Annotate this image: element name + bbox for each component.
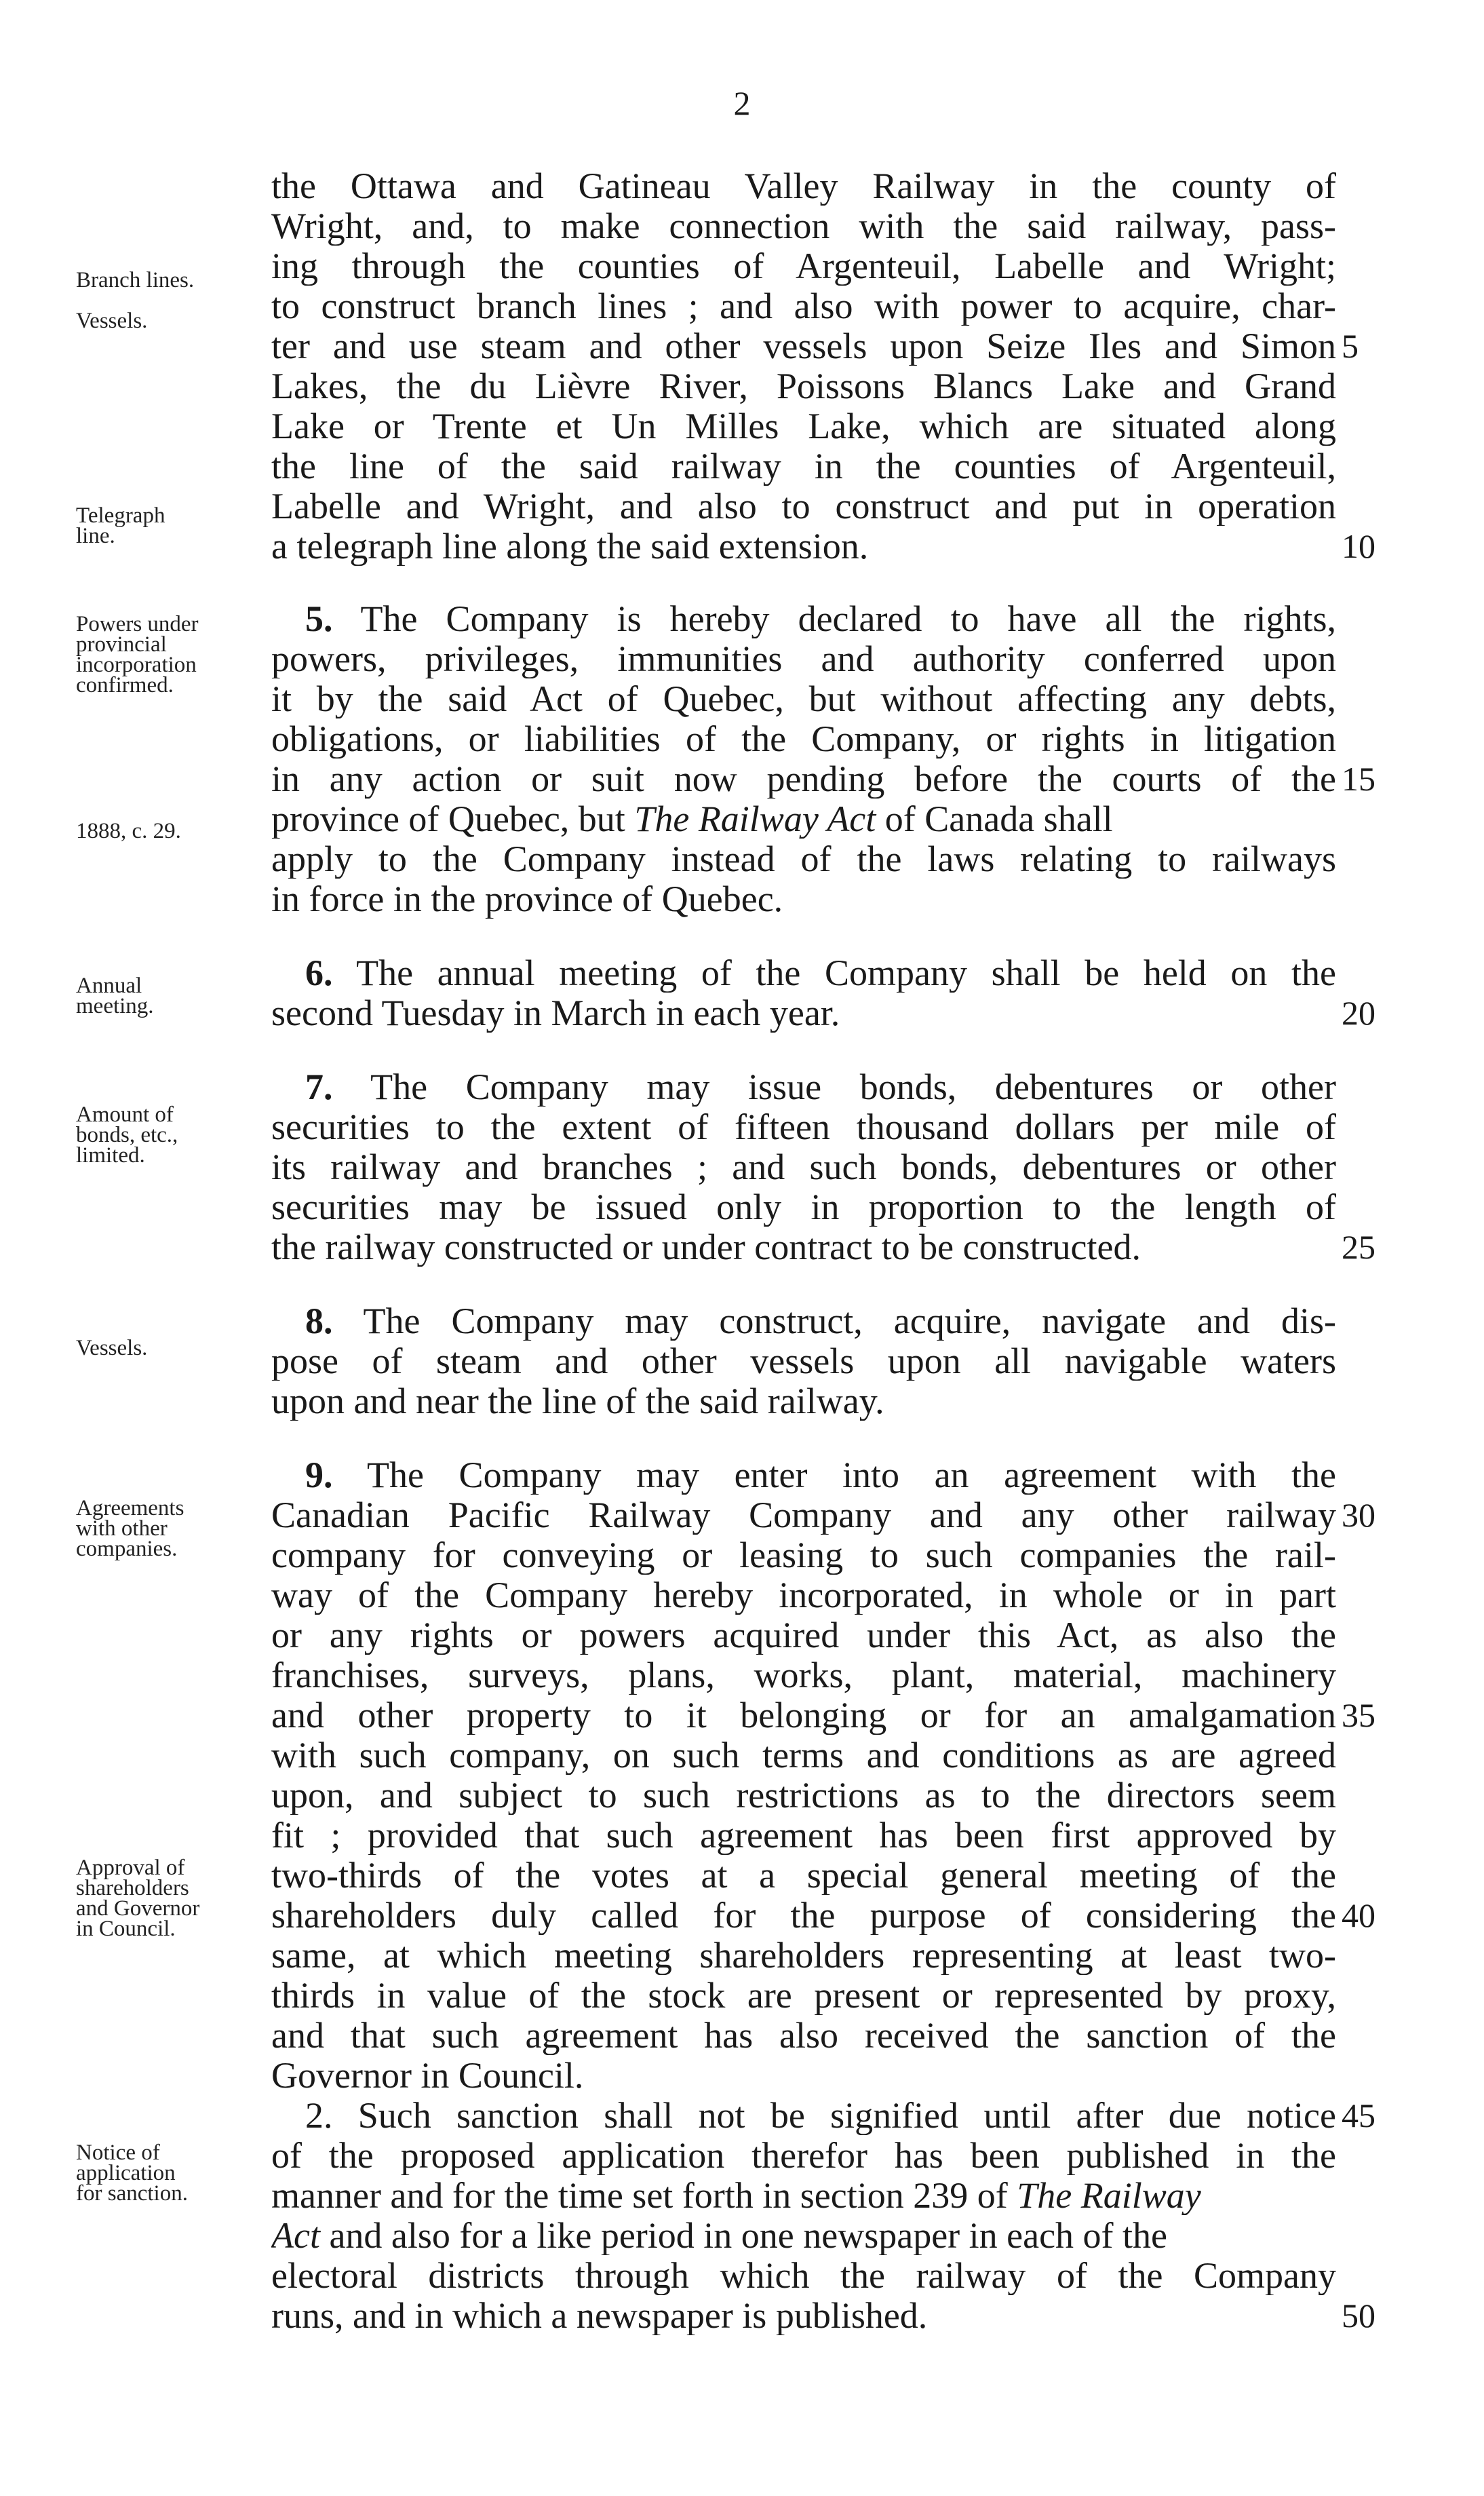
text-line: and that such agreement has also received the sanction of the (271, 2016, 1336, 2055)
margin-note-agreements: Agreements with other companies. (76, 1496, 184, 1561)
margin-note-statute-reference: 1888, c. 29. (76, 819, 181, 843)
text-line: or any rights or powers acquired under this Act, as also the (271, 1615, 1336, 1655)
text-line: Labelle and Wright, and also to construct and put in operation (271, 486, 1336, 526)
act-word: Act (271, 2216, 320, 2255)
text-line: company for conveying or leasing to such companies the rail- (271, 1535, 1336, 1575)
text-line: a telegraph line along the said extension. (271, 526, 869, 566)
text-line: ter and use steam and other vessels upon Seize Iles and Simon (271, 326, 1336, 366)
subsection-2-first-line: 2. Such sanction shall not be signified until after due notice (305, 2096, 1336, 2135)
text-line: the line of the said railway in the counties of Argenteuil, (271, 446, 1336, 486)
text-line: pose of steam and other vessels upon all navigable waters (271, 1341, 1336, 1381)
text-line: Canadian Pacific Railway Company and any other railway (271, 1495, 1336, 1535)
page-number: 2 (733, 84, 751, 122)
text-line: two-thirds of the votes at a special general meeting of the (271, 1856, 1336, 1895)
text-line: and other property to it belonging or for an amalgamation (271, 1695, 1336, 1735)
text-line: in force in the province of Quebec. (271, 879, 783, 919)
line-number: 30 (1342, 1496, 1375, 1534)
line-number: 50 (1342, 2297, 1375, 2335)
text-line: fit ; provided that such agreement has been first approved by (271, 1816, 1336, 1855)
text-line: in any action or suit now pending before the courts of the (271, 759, 1336, 799)
text-line: securities may be issued only in proportion to the length of (271, 1187, 1336, 1227)
line-number: 25 (1342, 1228, 1375, 1266)
section-number: 7. (305, 1067, 333, 1107)
text-line: its railway and branches ; and such bonds, debentures or other (271, 1147, 1336, 1187)
line-number: 10 (1342, 527, 1375, 565)
text-line: upon and near the line of the said railway. (271, 1381, 884, 1421)
line-number: 40 (1342, 1896, 1375, 1934)
text-line: electoral districts through which the railway of the Company (271, 2256, 1336, 2295)
railway-act-title: The Railway (1017, 2176, 1201, 2215)
line-number: 15 (1342, 760, 1375, 798)
text-line: powers, privileges, immunities and authority conferred upon (271, 639, 1336, 678)
text-line-act: Act and also for a like period in one newspaper in each of the (271, 2216, 1168, 2255)
section-8-first-line: 8. The Company may construct, acquire, navigate and dis- (305, 1301, 1336, 1341)
text-line-railway-act-2: manner and for the time set forth in section 239 of The Railway (271, 2176, 1201, 2215)
margin-note-vessels-second: Vessels. (76, 1336, 148, 1360)
margin-note-bonds-limited: Amount of bonds, etc., limited. (76, 1102, 178, 1168)
margin-note-annual-meeting: Annual meeting. (76, 974, 154, 1018)
section-number: 5. (305, 599, 333, 638)
text-line: obligations, or liabilities of the Company, or rights in litigation (271, 719, 1336, 759)
text-line: runs, and in which a newspaper is published. (271, 2296, 928, 2335)
text-line: upon, and subject to such restrictions as to the directors seem (271, 1775, 1336, 1815)
text-line: the railway constructed or under contract to be constructed. (271, 1227, 1141, 1267)
section-5-first-line: 5. The Company is hereby declared to have all the rights, (305, 599, 1336, 638)
text-line: Lake or Trente et Un Milles Lake, which are situated along (271, 406, 1336, 446)
section-number: 6. (305, 953, 333, 993)
text-line: Governor in Council. (271, 2056, 584, 2095)
text-line: shareholders duly called for the purpose of considering the (271, 1896, 1336, 1935)
text-line: Lakes, the du Lièvre River, Poissons Blancs Lake and Grand (271, 366, 1336, 406)
text-line: ing through the counties of Argenteuil, Labelle and Wright; (271, 246, 1336, 286)
margin-note-powers-confirmed: Powers under provincial incorporation confirmed. (76, 612, 199, 697)
text-line: franchises, surveys, plans, works, plant, material, machinery (271, 1655, 1336, 1695)
margin-note-notice: Notice of application for sanction. (76, 2140, 188, 2206)
text-line: securities to the extent of fifteen thousand dollars per mile of (271, 1107, 1336, 1147)
text-line: apply to the Company instead of the laws relating to railways (271, 839, 1336, 879)
text-line-railway-act: province of Quebec, but The Railway Act of Canada shall (271, 799, 1113, 839)
railway-act-title: The Railway Act (634, 799, 876, 839)
text-line: it by the said Act of Quebec, but without affecting any debts, (271, 679, 1336, 718)
text-line: with such company, on such terms and conditions as are agreed (271, 1735, 1336, 1775)
line-number: 20 (1342, 994, 1375, 1032)
margin-note-approval: Approval of shareholders and Governor in Council. (76, 1856, 200, 1941)
margin-note-telegraph-line: Telegraph line. (76, 503, 165, 548)
section-number: 8. (305, 1301, 333, 1341)
line-number: 45 (1342, 2096, 1375, 2134)
text-line: the Ottawa and Gatineau Valley Railway in the county of (271, 166, 1336, 206)
text-line: thirds in value of the stock are present or represented by proxy, (271, 1976, 1336, 2015)
margin-note-vessels: Vessels. (76, 309, 148, 333)
text-line: way of the Company hereby incorporated, in whole or in part (271, 1575, 1336, 1615)
text-line: Wright, and, to make connection with the said railway, pass- (271, 206, 1336, 246)
margin-note-branch-lines: Branch lines. (76, 268, 195, 292)
text-line: of the proposed application therefor has been published in the (271, 2136, 1336, 2175)
line-number: 5 (1342, 327, 1359, 365)
line-number: 35 (1342, 1696, 1375, 1734)
section-number: 9. (305, 1455, 333, 1495)
section-6-first-line: 6. The annual meeting of the Company shall be held on the (305, 953, 1336, 993)
text-line: second Tuesday in March in each year. (271, 993, 840, 1033)
text-line: to construct branch lines ; and also with power to acquire, char- (271, 286, 1336, 326)
section-7-first-line: 7. The Company may issue bonds, debentures or other (305, 1067, 1336, 1107)
text-line: same, at which meeting shareholders representing at least two- (271, 1936, 1336, 1975)
section-9-first-line: 9. The Company may enter into an agreement with the (305, 1455, 1336, 1495)
